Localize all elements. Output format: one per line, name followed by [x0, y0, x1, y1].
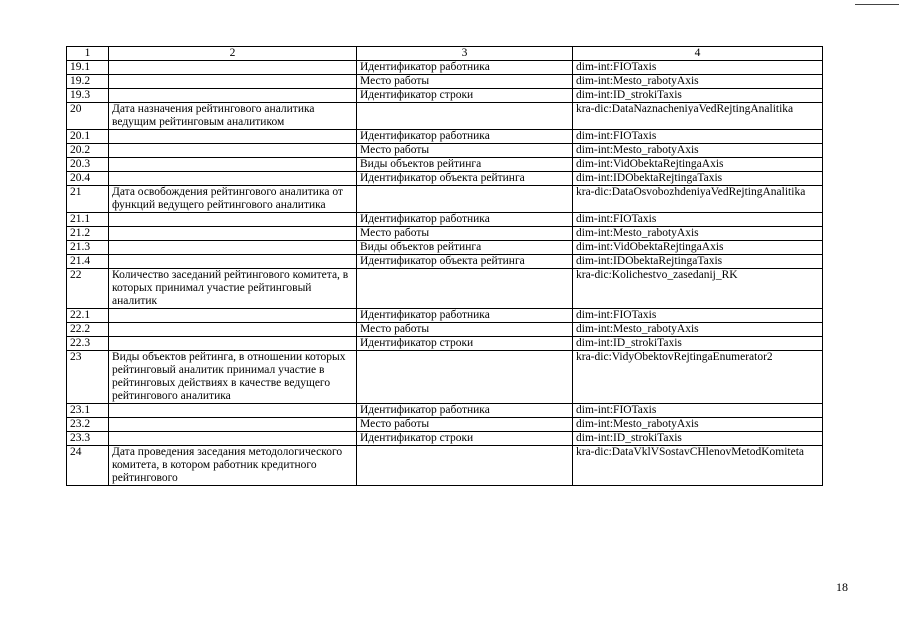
row-code: dim-int:Mesto_rabotyAxis	[573, 418, 823, 432]
row-code: dim-int:ID_strokiTaxis	[573, 432, 823, 446]
column-header: 1	[67, 47, 109, 61]
corner-mark	[855, 4, 899, 11]
row-dimension: Идентификатор работника	[357, 404, 573, 418]
table-row	[67, 158, 823, 172]
table-row	[67, 446, 823, 486]
row-number: 20.3	[67, 158, 109, 172]
table-row	[67, 404, 823, 418]
table-row	[67, 75, 823, 89]
row-dimension: Место работы	[357, 418, 573, 432]
header-row	[67, 47, 823, 61]
row-code: dim-int:Mesto_rabotyAxis	[573, 227, 823, 241]
row-dimension: Идентификатор работника	[357, 130, 573, 144]
table-row	[67, 337, 823, 351]
row-description: Количество заседаний рейтингового комитета, в которых принимал участие рейтинговый аналитик	[109, 269, 357, 309]
column-header: 3	[357, 47, 573, 61]
row-number: 20.1	[67, 130, 109, 144]
row-number: 19.3	[67, 89, 109, 103]
row-code: dim-int:VidObektaRejtingaAxis	[573, 241, 823, 255]
row-number: 23	[67, 351, 109, 404]
row-dimension: Идентификатор объекта рейтинга	[357, 172, 573, 186]
row-number: 23.3	[67, 432, 109, 446]
row-dimension: Место работы	[357, 323, 573, 337]
row-number: 23.1	[67, 404, 109, 418]
row-number: 22.3	[67, 337, 109, 351]
row-number: 19.1	[67, 61, 109, 75]
row-code: dim-int:FIOTaxis	[573, 130, 823, 144]
row-description	[109, 61, 357, 75]
row-description	[109, 323, 357, 337]
row-dimension	[357, 103, 573, 130]
table-row	[67, 130, 823, 144]
table-body	[67, 61, 823, 486]
row-number: 21.2	[67, 227, 109, 241]
row-dimension: Виды объектов рейтинга	[357, 241, 573, 255]
table-row	[67, 89, 823, 103]
row-description	[109, 89, 357, 103]
row-dimension: Идентификатор работника	[357, 213, 573, 227]
row-dimension: Место работы	[357, 227, 573, 241]
row-code: dim-int:FIOTaxis	[573, 309, 823, 323]
table-row	[67, 172, 823, 186]
row-code: dim-int:Mesto_rabotyAxis	[573, 75, 823, 89]
row-number: 20.4	[67, 172, 109, 186]
row-description	[109, 158, 357, 172]
row-code: kra-dic:DataNaznacheniyaVedRejtingAnalitika	[573, 103, 823, 130]
row-description: Дата освобождения рейтингового аналитика от функций ведущего рейтингового аналитика	[109, 186, 357, 213]
row-number: 21	[67, 186, 109, 213]
row-number: 22.1	[67, 309, 109, 323]
table-row	[67, 241, 823, 255]
row-number: 21.3	[67, 241, 109, 255]
row-description	[109, 75, 357, 89]
row-dimension: Место работы	[357, 144, 573, 158]
table-row	[67, 255, 823, 269]
row-number: 20.2	[67, 144, 109, 158]
row-dimension: Идентификатор строки	[357, 89, 573, 103]
row-dimension	[357, 351, 573, 404]
row-description	[109, 130, 357, 144]
row-code: dim-int:FIOTaxis	[573, 213, 823, 227]
table-row	[67, 351, 823, 404]
table-row	[67, 323, 823, 337]
row-description	[109, 227, 357, 241]
table-row	[67, 103, 823, 130]
page-number: 18	[836, 580, 848, 594]
table-row	[67, 227, 823, 241]
row-number: 22.2	[67, 323, 109, 337]
row-description	[109, 144, 357, 158]
row-code: kra-dic:VidyObektovRejtingaEnumerator2	[573, 351, 823, 404]
row-description	[109, 213, 357, 227]
row-code: dim-int:IDObektaRejtingaTaxis	[573, 172, 823, 186]
row-code: dim-int:Mesto_rabotyAxis	[573, 323, 823, 337]
row-description	[109, 418, 357, 432]
row-number: 21.4	[67, 255, 109, 269]
table-row	[67, 418, 823, 432]
row-dimension: Место работы	[357, 75, 573, 89]
row-dimension	[357, 186, 573, 213]
row-description	[109, 255, 357, 269]
row-description: Дата назначения рейтингового аналитика ведущим рейтинговым аналитиком	[109, 103, 357, 130]
table-row	[67, 61, 823, 75]
row-description	[109, 241, 357, 255]
table-row	[67, 309, 823, 323]
data-table	[66, 46, 823, 486]
row-description	[109, 309, 357, 323]
row-dimension: Идентификатор строки	[357, 432, 573, 446]
row-description	[109, 432, 357, 446]
row-code: kra-dic:DataVklVSostavCHlenovMetodKomiteta	[573, 446, 823, 486]
row-code: dim-int:IDObektaRejtingaTaxis	[573, 255, 823, 269]
row-code: dim-int:ID_strokiTaxis	[573, 89, 823, 103]
row-description: Виды объектов рейтинга, в отношении которых рейтинговый аналитик принимал участие в рейтинговых действиях в качестве ведущего рейтингового аналитика	[109, 351, 357, 404]
row-code: dim-int:VidObektaRejtingaAxis	[573, 158, 823, 172]
row-description: Дата проведения заседания методологического комитета, в котором работник кредитного рейтингового	[109, 446, 357, 486]
table-row	[67, 213, 823, 227]
table-row	[67, 144, 823, 158]
row-number: 21.1	[67, 213, 109, 227]
table-row	[67, 269, 823, 309]
row-code: dim-int:ID_strokiTaxis	[573, 337, 823, 351]
row-dimension	[357, 446, 573, 486]
row-number: 24	[67, 446, 109, 486]
row-dimension: Идентификатор работника	[357, 61, 573, 75]
row-number: 22	[67, 269, 109, 309]
row-code: kra-dic:Kolichestvo_zasedanij_RK	[573, 269, 823, 309]
row-dimension: Идентификатор строки	[357, 337, 573, 351]
row-description	[109, 337, 357, 351]
row-code: kra-dic:DataOsvobozhdeniyaVedRejtingAnalitika	[573, 186, 823, 213]
row-code: dim-int:FIOTaxis	[573, 61, 823, 75]
table-row	[67, 432, 823, 446]
row-dimension	[357, 269, 573, 309]
row-dimension: Виды объектов рейтинга	[357, 158, 573, 172]
row-number: 23.2	[67, 418, 109, 432]
row-number: 19.2	[67, 75, 109, 89]
column-header: 2	[109, 47, 357, 61]
row-description	[109, 404, 357, 418]
column-header: 4	[573, 47, 823, 61]
row-code: dim-int:Mesto_rabotyAxis	[573, 144, 823, 158]
row-code: dim-int:FIOTaxis	[573, 404, 823, 418]
table-row	[67, 186, 823, 213]
row-description	[109, 172, 357, 186]
row-dimension: Идентификатор работника	[357, 309, 573, 323]
row-number: 20	[67, 103, 109, 130]
row-dimension: Идентификатор объекта рейтинга	[357, 255, 573, 269]
